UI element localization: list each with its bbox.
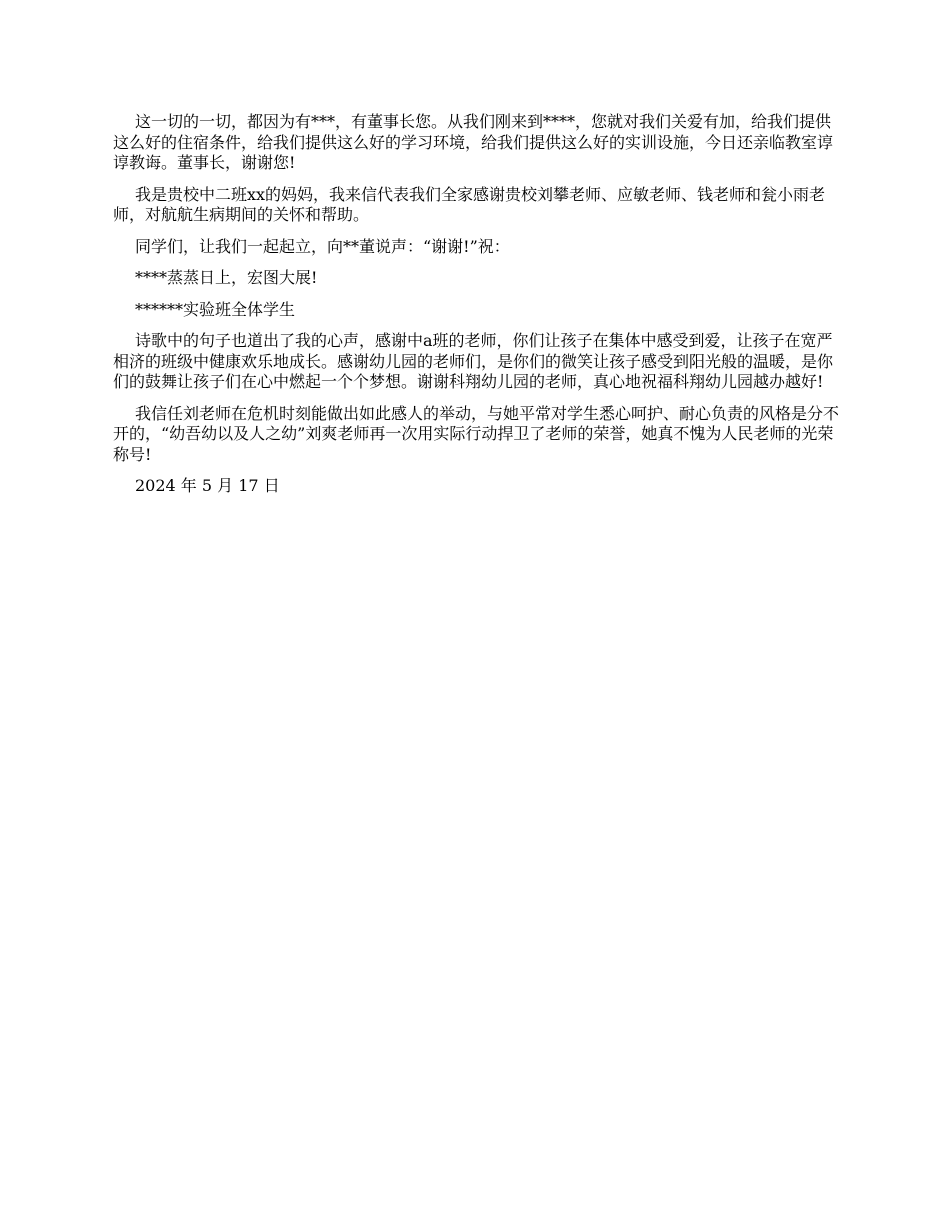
paragraph-poem-thanks: 诗歌中的句子也道出了我的心声，感谢中a班的老师，你们让孩子在集体中感受到爱，让孩子在宽严相济的班级中健康欢乐地成长。感谢幼儿园的老师们，是你们的微笑让孩子感受到阳光般的温暖，是你们的鼓舞让孩子们在心中燃起一个个梦想。谢谢科翔幼儿园的老师，真心地祝福科翔幼儿园越办越好! [113, 331, 834, 391]
paragraph-stand-up: 同学们，让我们一起起立，向**董说声：“谢谢!”祝： [135, 236, 510, 256]
paragraph-wish: ****蒸蒸日上，宏图大展! [135, 268, 318, 287]
document-body [113, 112, 840, 508]
paragraph-signature: ******实验班全体学生 [135, 299, 296, 319]
paragraph-teacher-praise: 我信任刘老师在危机时刻能做出如此感人的举动，与她平常对学生悉心呵护、耐心负责的风格是分不开的，“幼吾幼以及人之幼”刘爽老师再一次用实际行动捍卫了老师的荣誉，她真不愧为人民老师的光荣称号! [113, 403, 840, 464]
paragraph-parent-thanks: 我是贵校中二班xx的妈妈，我来信代表我们全家感谢贵校刘攀老师、应敏老师、钱老师和瓮小雨老师，对航航生病期间的关怀和帮助。 [113, 184, 826, 224]
paragraph-thanks-chairman: 这一切的一切，都因为有***，有董事长您。从我们刚来到****，您就对我们关爱有加，给我们提供这么好的住宿条件，给我们提供这么好的学习环境，给我们提供这么好的实训设施，今日还亲临教室谆谆教诲。董事长，谢谢您! [113, 112, 834, 172]
document-date: 2024 年 5 月 17 日 [135, 476, 280, 495]
